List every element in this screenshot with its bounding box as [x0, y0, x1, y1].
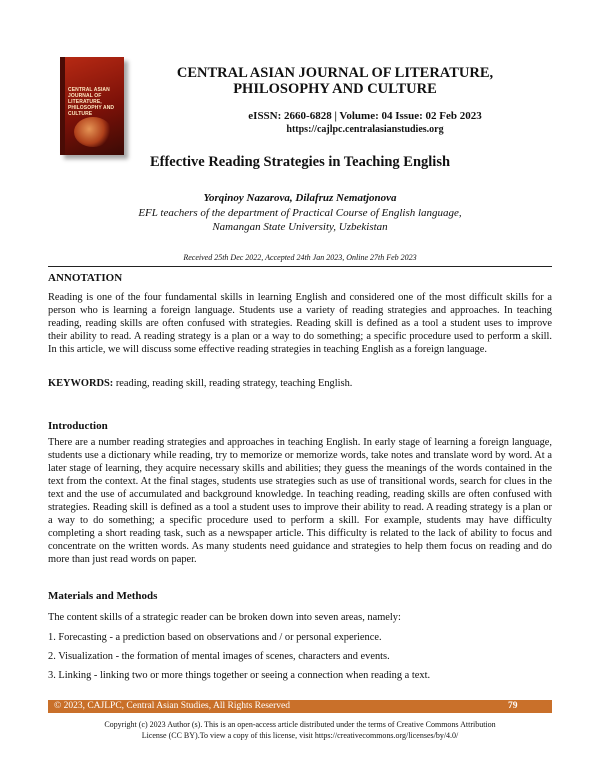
footer-bar [48, 700, 552, 713]
cover-title: CENTRAL ASIAN JOURNAL OF LITERATURE, PHILOSOPHY AND CULTURE [68, 87, 115, 117]
page-number: 79 [508, 701, 518, 711]
affiliation: EFL teachers of the department of Practical Course of English language, Namangan State University, Uzbekistan [138, 207, 462, 233]
article-title: Effective Reading Strategies in Teaching English [149, 154, 451, 170]
journal-cover-image [60, 57, 124, 155]
received-dates: Received 25th Dec 2022, Accepted 24th Jan 2023, Online 27th Feb 2023 [183, 253, 417, 262]
methods-heading: Materials and Methods [48, 590, 158, 602]
methods-intro: The content skills of a strategic reader can be broken down into seven areas, namely: [48, 612, 401, 623]
introduction-text: There are a number reading strategies and approaches in teaching English. In early stage of learning a foreign language, students use a dictionary while reading, try to memorize or memorize words, take notes and translate word by word. At a later stage of learning, they acquire necessary skills and abilities; they guess the meanings of the words contained in the text from the context. At the final stages, students use strategies such as use of transitional words, search for clues in the text and the use of accumulated and background knowledge. In teaching reading, reading skills are often confused with strategies. Reading skill is defined as a tool a student uses to improve their ability to read. A reading strategy is a plan or a way to do something; a specific procedure used to perform a skill. For example, students may have difficulty completing a short reading task, such as a newspaper article. This difficulty is related to the lack of ability to focus and concentrate on the written words. As many students need guidance and strategies to help them focus on reading and do more than just read words on paper. [48, 437, 552, 565]
keywords-label: KEYWORDS: [48, 378, 114, 389]
journal-url[interactable]: https://cajlpc.centralasianstudies.org [286, 124, 444, 135]
keywords [48, 378, 552, 389]
divider [48, 266, 552, 267]
list-item: 2. Visualization - the formation of mental images of scenes, characters and events. [48, 651, 390, 662]
license-notice: Copyright (c) 2023 Author (s). This is an open-access article distributed under the terms of Creative Commons Attribution License (CC BY).To view a copy of this license, visit https://creativecommons.org/licenses/by/4.0/ [104, 720, 496, 740]
keywords-text: reading, reading skill, reading strategy, teaching English. [113, 378, 353, 389]
journal-title: CENTRAL ASIAN JOURNAL OF LITERATURE, PHILOSOPHY AND CULTURE [176, 65, 494, 97]
introduction-heading: Introduction [48, 420, 108, 432]
list-item: 1. Forecasting - a prediction based on observations and / or personal experience. [48, 632, 382, 643]
authors: Yorqinoy Nazarova, Dilafruz Nematjonova [203, 192, 397, 204]
list-item: 3. Linking - linking two or more things together or seeing a connection when reading a text. [48, 670, 431, 681]
cover-decoration [74, 117, 112, 147]
annotation-text: Reading is one of the four fundamental skills in learning English and considered one of the most difficult skills for a person who is learning a foreign language. Students use a variety of reading strategies and approaches. In teaching reading, reading skills are often confused with strategies. Reading skill is defined as a tool a student uses to improve their ability to read. A reading strategy is a plan or a way to do something; a specific procedure used to perform a skill. In this article, we will discuss some effective reading strategies in teaching English as a foreign language. [48, 292, 552, 355]
footer-rights: © 2023, CAJLPC, Central Asian Studies, All Rights Reserved [54, 701, 291, 711]
issn-line: eISSN: 2660-6828 | Volume: 04 Issue: 02 Feb 2023 [248, 110, 482, 122]
annotation-heading: ANNOTATION [48, 272, 123, 284]
